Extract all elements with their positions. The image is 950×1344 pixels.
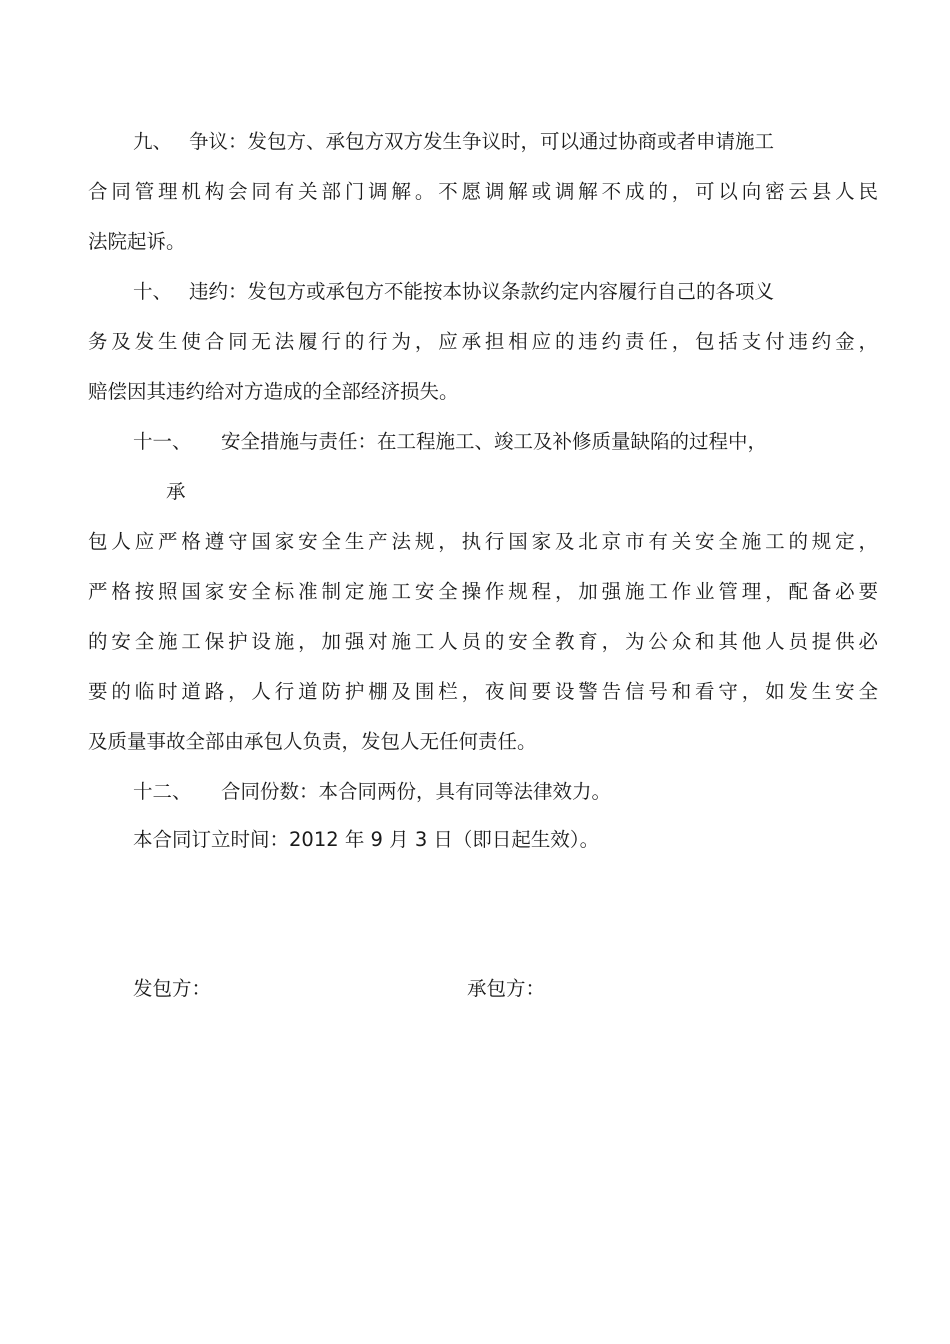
clause11-text-1: 安全措施与责任：在工程施工、竣工及补修质量缺陷的过程中， — [221, 430, 768, 453]
clause10-line2: 务及发生使合同无法履行的行为，应承担相应的违约责任，包括支付违约金， — [88, 330, 878, 353]
clause9-line2: 合同管理机构会同有关部门调解。不愿调解或调解不成的，可以向密云县人民 — [88, 180, 878, 203]
clause9-line3: 法院起诉。 — [88, 230, 186, 253]
clause11-first-line — [133, 428, 878, 456]
clause12-number: 十二、 — [133, 780, 192, 803]
clause10-number: 十、 — [133, 280, 173, 303]
clause11-line2: 包人应严格遵守国家安全生产法规，执行国家及北京市有关安全施工的规定， — [88, 530, 878, 553]
clause11-number: 十一、 — [133, 430, 192, 453]
clause9-number: 九、 — [133, 130, 173, 153]
clause10-line3: 赔偿因其违约给对方造成的全部经济损失。 — [88, 380, 459, 403]
clause12-line — [133, 778, 878, 806]
contract-date-line: 本合同订立时间：2012 年 9 月 3 日（即日起生效）。 — [133, 828, 600, 851]
clause10-first-line — [133, 278, 878, 306]
clause11-line3: 严格按照国家安全标准制定施工安全操作规程，加强施工作业管理，配备必要 — [88, 580, 878, 603]
clause10-text-1: 违约：发包方或承包方不能按本协议条款约定内容履行自己的各项义 — [189, 280, 775, 303]
clause11-line6: 及质量事故全部由承包人负责，发包人无任何责任。 — [88, 730, 537, 753]
clause11-line4: 的安全施工保护设施，加强对施工人员的安全教育，为公众和其他人员提供必 — [88, 630, 878, 653]
clause9-first-line — [133, 128, 878, 156]
clause9-text-1: 争议：发包方、承包方双方发生争议时，可以通过协商或者申请施工 — [189, 130, 775, 153]
employer-signature-label: 发包方： — [133, 977, 212, 1000]
clause11-line1b: 承 — [166, 480, 186, 503]
clause12-text: 合同份数：本合同两份，具有同等法律效力。 — [221, 780, 612, 803]
contractor-signature-label: 承包方： — [467, 977, 546, 1000]
clause11-line5: 要的临时道路，人行道防护棚及围栏，夜间要设警告信号和看守，如发生安全 — [88, 680, 878, 703]
